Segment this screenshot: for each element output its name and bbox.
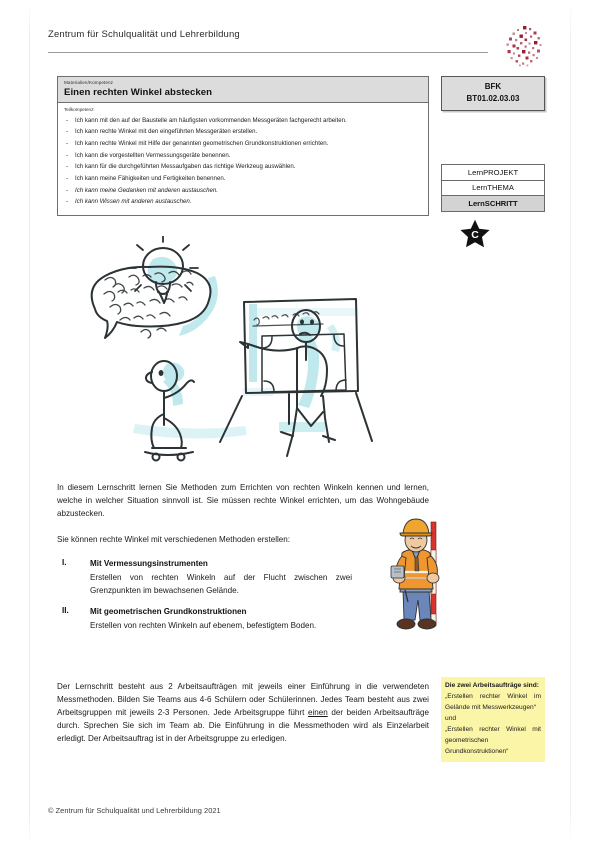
sidebar-item-lernprojekt[interactable]: LernPROJEKT (441, 164, 545, 180)
list-item: - Ich kann für die durchgeführten Messaufgaben das richtige Werkzeug auswählen. (64, 161, 422, 173)
arbeitsauftraege-callout (441, 677, 545, 762)
footer-copyright: © Zentrum für Schulqualität und Lehrerbildung 2021 (48, 806, 221, 815)
method-number: I. (62, 558, 67, 567)
header-title: Zentrum für Schulqualität und Lehrerbildung (48, 29, 240, 40)
page-edge-left (29, 0, 30, 847)
arbeitsauftrag-paragraph (57, 680, 429, 746)
learning-level-stack (441, 164, 545, 212)
arbeitsauftrag-text-before: Der Lernschritt besteht aus 2 Arbeitsaufträgen mit jeweils einer Einführung in die verwendeten Messmethoden. Bilden Sie Teams aus 4-6 Schülern oder Schülerinnen. Jedes Team besteht aus zwei Arbeitsgruppen mit jeweils 2-3 Personen. Jede Arbeitsgruppe führt (57, 682, 429, 718)
competency-box (57, 76, 429, 216)
method-description: Erstellen von rechten Winkeln auf der Flucht zwischen zwei Grenzpunkten im bewachsenen Gelände. (90, 572, 352, 596)
intro-paragraph: In diesem Lernschritt lernen Sie Methoden zum Errichten von rechten Winkeln kennen und lernen, welche in welcher Situation sinnvoll ist. Sie müssen rechte Winkel errichten, um das Wohngebäude abzustecken. (57, 483, 429, 519)
list-item: - Ich kann meine Fähigkeiten und Fertigkeiten benennen. (64, 173, 422, 185)
bfk-label: BFK (484, 82, 502, 91)
star-badge-letter: C (471, 229, 479, 241)
callout-item-2: „Erstellen rechter Winkel mit geometrischen Grundkonstruktionen“ (445, 726, 541, 756)
sidebar-item-lernthema[interactable]: LernTHEMA (441, 180, 545, 196)
construction-worker-illustration (381, 516, 453, 636)
header-divider (48, 52, 488, 53)
method-number: II. (62, 606, 69, 616)
page-header (48, 24, 552, 72)
methods-list (57, 558, 387, 641)
list-item: - Ich kann die vorgestellten Vermessungsgeräte benennen. (64, 150, 422, 162)
method-title: Mit geometrischen Grundkonstruktionen (90, 607, 247, 617)
competency-title: Einen rechten Winkel abstecken (64, 86, 213, 98)
callout-heading: Die zwei Arbeitsaufträge sind: (445, 682, 539, 689)
list-item: - Ich kann rechte Winkel mit den eingeführten Messgeräten erstellen. (64, 126, 422, 138)
competency-header (58, 77, 428, 103)
list-item: - Ich kann Wissen mit anderen austauschen. (64, 196, 422, 208)
hand-drawn-classroom-scene (57, 236, 387, 466)
competency-list (64, 115, 422, 209)
callout-item-1: „Erstellen rechter Winkel im Gelände mit Messwerkzeugen“ (445, 693, 541, 712)
zsl-dot-circle-logo (498, 20, 552, 72)
bfk-code: BT01.02.03.03 (466, 94, 520, 103)
methods-lead-paragraph: Sie können rechte Winkel mit verschiedenen Methoden erstellen: (57, 535, 291, 544)
list-item (57, 558, 387, 597)
method-description: Erstellen von rechten Winkeln auf ebenem, befestigtem Boden. (90, 621, 317, 631)
arbeitsauftrag-underlined-word: einen (307, 708, 328, 718)
sidebar-item-lernschritt[interactable]: LernSCHRITT (441, 195, 545, 212)
list-item: - Ich kann meine Gedanken mit anderen austauschen. (64, 185, 422, 197)
bfk-code-box (441, 76, 545, 111)
subcompetency-label: Teilkompetenz: (64, 106, 95, 112)
competency-body (58, 103, 428, 216)
method-title: Mit Vermessungsinstrumenten (90, 559, 208, 568)
list-item: - Ich kann rechte Winkel mit Hilfe der genannten geometrischen Grundkonstruktionen errichten. (64, 138, 422, 150)
page-edge-right (570, 0, 571, 847)
callout-conjunction: und (445, 715, 457, 723)
star-badge-icon (459, 219, 491, 250)
list-item (57, 606, 387, 632)
list-item: - Ich kann mit den auf der Baustelle am häufigsten vorkommenden Messgeräten fachgerecht arbeiten. (64, 115, 422, 127)
competency-eyebrow: Materialien/Kompetenz (64, 80, 114, 85)
arbeitsauftrag-text-after: der beiden Arbeitsaufträge durch. Sprechen Sie sich im Team ab. Die Einführung in die Messmethoden wird als Einzelarbeit erledigt. Der Arbeitsauftrag ist in der Arbeitsgruppe zu erledigen. (57, 708, 429, 744)
